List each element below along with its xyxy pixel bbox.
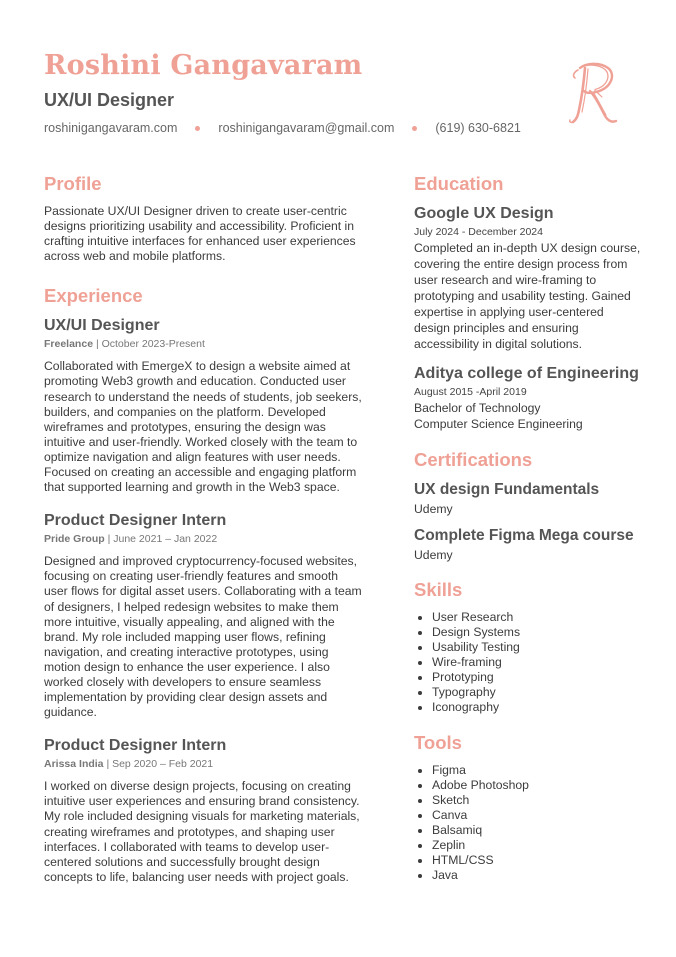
candidate-name: Roshini Gangavaram [44,50,363,81]
skills-list [414,610,642,715]
skill-item: • Usability Testing [432,640,642,655]
skills-heading: Skills [414,579,463,600]
profile-heading: Profile [44,173,102,194]
certification-issuer: Udemy [414,548,453,562]
certification-item [414,480,642,516]
profile-text: Passionate UX/UI Designer driven to create user-centric designs prioritizing usability and accessibility. Proficient in crafting intuitive interfaces for enhanced user experiences across web and mobile platforms. [44,204,356,264]
website-link[interactable]: roshinigangavaram.com [44,121,178,135]
contact-line [44,121,521,135]
tool-item: • Canva [432,808,642,823]
job-meta [44,758,364,770]
job-dates: | Sep 2020 – Feb 2021 [103,758,214,771]
email-link[interactable]: roshinigangavaram@gmail.com [218,121,395,135]
education-heading: Education [414,173,504,194]
skill-item: • Design Systems [432,625,642,640]
job-meta [44,533,364,545]
skill-item: • Prototyping [432,670,642,685]
separator-dot [195,126,200,131]
experience-item [44,511,364,720]
left-column [44,172,364,901]
candidate-role: UX/UI Designer [44,90,175,110]
phone-number[interactable]: (619) 630-6821 [435,121,521,135]
skill-item: • Iconography [432,700,642,715]
education-title: Google UX Design [414,205,554,222]
job-company: Pride Group [44,533,105,546]
experience-item [44,736,364,885]
separator-dot [412,126,417,131]
certification-title: UX design Fundamentals [414,481,600,498]
job-title: Product Designer Intern [44,737,227,755]
certification-item [414,526,642,562]
tools-heading: Tools [414,732,462,753]
tool-item: • Zeplin [432,838,642,853]
job-meta [44,338,364,350]
skill-item: • User Research [432,610,642,625]
education-degree: Bachelor of Technology [414,401,541,415]
job-company: Freelance [44,338,94,351]
tool-item: • Adobe Photoshop [432,778,642,793]
job-description: Collaborated with EmergeX to design a website aimed at promoting Web3 growth and education. Conducted user research to understand the needs of students, job seekers, builders, and companies on the platform. Developed wireframes and prototypes, ensuring the design was intuitive and user-friendly. Worked closely with the team to optimize navigation and align features with user needs. Focused on creating an accessible and engaging platform that supported learning and growth in the Web3 space. [44,359,362,495]
education-detail: Completed an in-depth UX design course, covering the entire design process from user research and wire-framing to prototyping and usability testing. Gained expertise in applying user-centered design principles and ensuring accessibility in digital solutions. [414,241,641,351]
skill-item: • Typography [432,685,642,700]
certification-issuer: Udemy [414,502,453,516]
education-dates: July 2024 - December 2024 [414,226,543,238]
job-title: UX/UI Designer [44,317,160,335]
certification-title: Complete Figma Mega course [414,527,634,544]
job-title: Product Designer Intern [44,512,227,530]
monogram-r-icon [566,60,620,126]
tool-item: • Figma [432,763,642,778]
tool-item: • Balsamiq [432,823,642,838]
experience-heading: Experience [44,285,143,307]
education-item [414,364,642,432]
job-description: Designed and improved cryptocurrency-focused websites, focusing on creating user-friendly features and smooth user flows for digital asset users. Collaborating with a team of designers, I helped redesign websites to make them more intuitive, visually appealing, and aligned with the brand. My role included mapping user flows, refining navigation, and creating interactive prototypes, using motion design to enhance the user experience. I also worked closely with developers to ensure seamless implementation by providing clear design assets and guidance. [44,554,362,720]
job-description: I worked on diverse design projects, focusing on creating intuitive user experiences and ensuring brand consistency. My role included designing visuals for marketing materials, creating wireframes and prototypes, and shaping user interfaces. I collaborated with teams to develop user-centered solutions and successfully brought design concepts to life, balancing user needs with project goals. [44,779,360,884]
experience-item [44,316,364,495]
certifications-heading: Certifications [414,449,533,470]
education-item [414,204,642,352]
skill-item: • Wire-framing [432,655,642,670]
tool-item: • Java [432,868,642,883]
right-column [414,172,642,883]
tools-list [414,763,642,883]
tool-item: • Sketch [432,793,642,808]
education-dates: August 2015 -April 2019 [414,386,527,398]
tool-item: • HTML/CSS [432,853,642,868]
education-title: Aditya college of Engineering [414,365,639,382]
job-company: Arissa India [44,758,104,771]
job-dates: | October 2023-Present [93,338,205,351]
education-major: Computer Science Engineering [414,417,583,431]
job-dates: | June 2021 – Jan 2022 [104,533,218,546]
